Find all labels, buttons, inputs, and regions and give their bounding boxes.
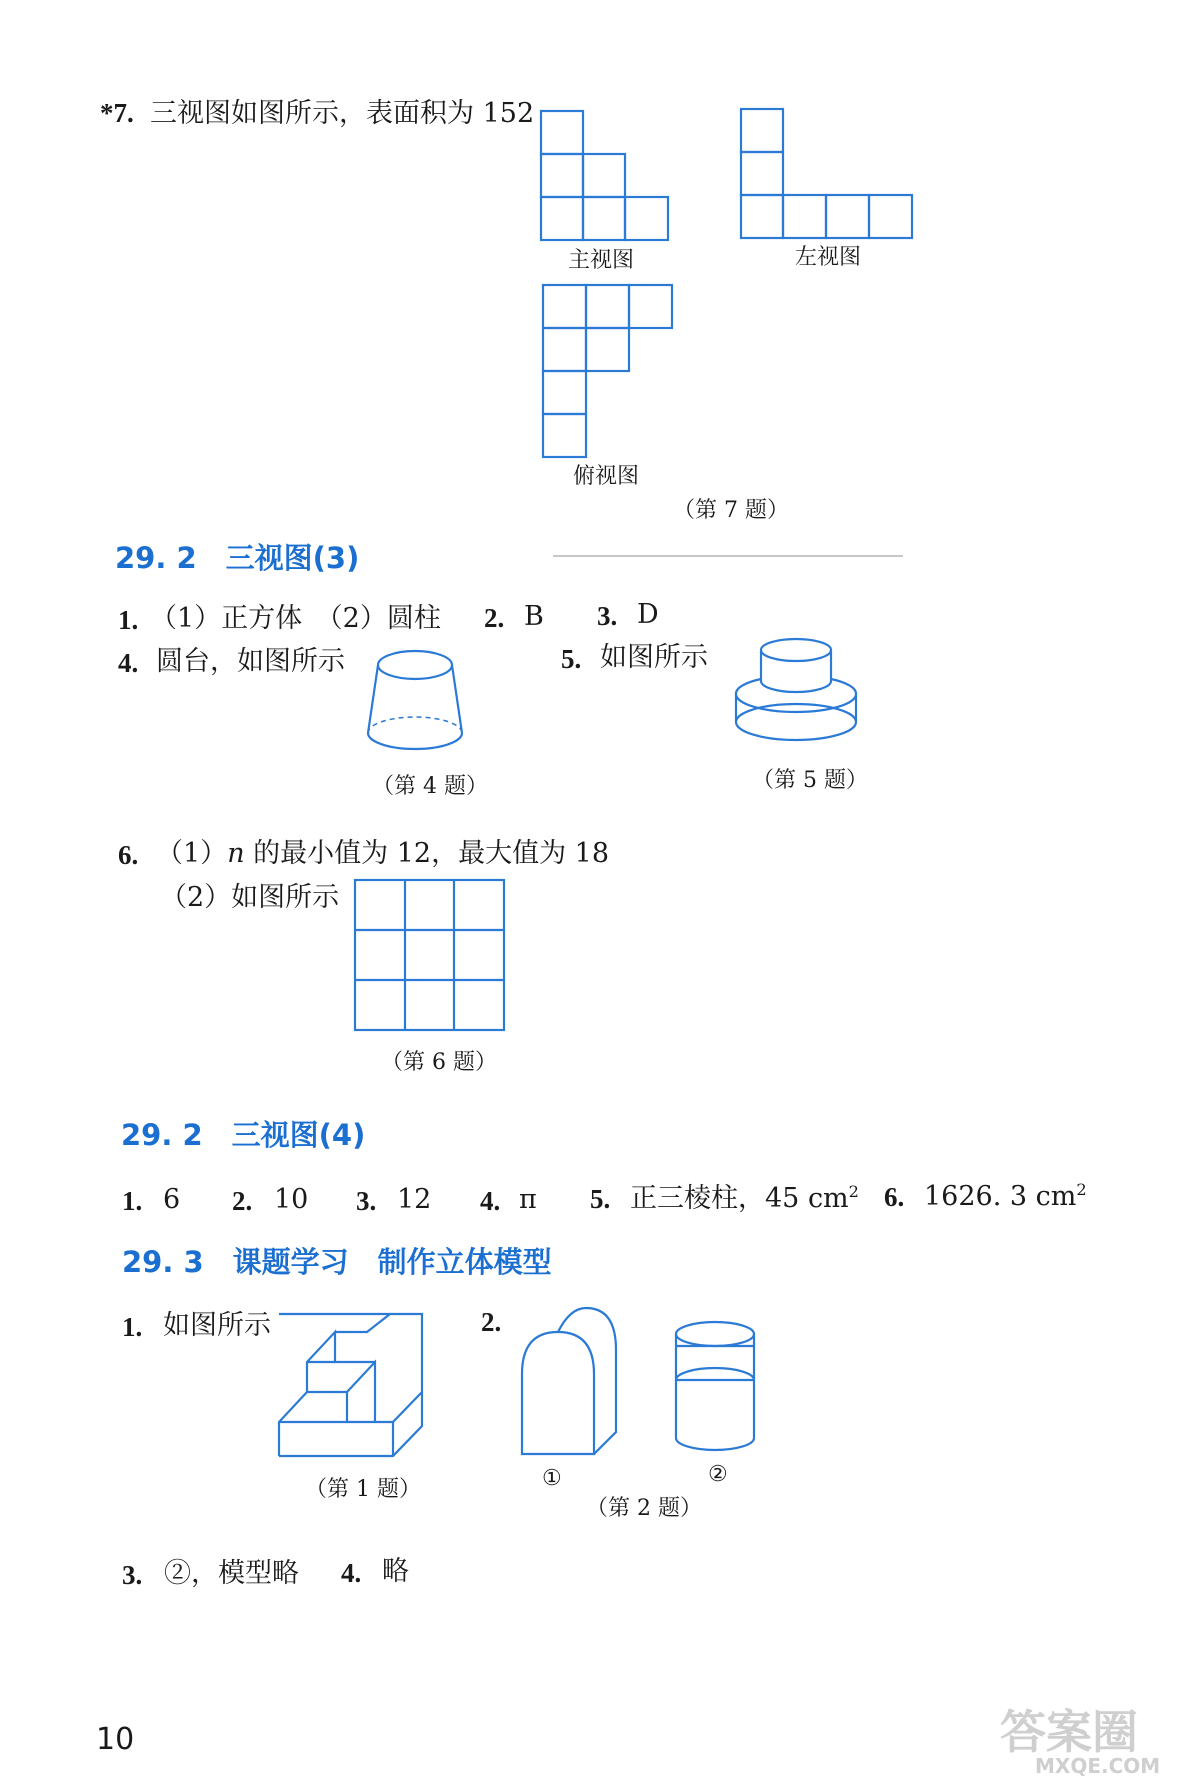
top-view-grid <box>542 284 676 461</box>
s1-q4-caption: （第 4 题） <box>372 774 488 799</box>
watermark-site: MXQE.COM <box>1035 1754 1161 1778</box>
s2-a6-answer <box>924 1182 1087 1210</box>
s3-q2-label-1: ① <box>542 1466 562 1491</box>
s1-q5-answer: 如图所示 <box>600 642 708 673</box>
q7-number: *7. <box>100 98 134 128</box>
left-view-grid <box>740 108 915 242</box>
stacked-cylinders-figure <box>734 638 862 750</box>
s1-q2-answer: B <box>524 601 544 632</box>
s1-q2-number: 2. <box>484 603 505 633</box>
s3-q2-label-2: ② <box>708 1462 728 1487</box>
s1-q6-caption: （第 6 题） <box>381 1050 497 1075</box>
s2-a6-text: 1626. 3 cm <box>924 1181 1077 1212</box>
stepped-block-figure <box>277 1310 425 1460</box>
frustum-figure <box>362 648 472 752</box>
s2-a5-exponent: 2 <box>848 1182 859 1201</box>
s1-q5-number: 5. <box>561 644 582 674</box>
s3-q1-number: 1. <box>122 1312 143 1342</box>
s2-a2-answer: 10 <box>274 1184 309 1215</box>
s1-q4-number: 4. <box>118 648 139 678</box>
section-heading-3: 29. 3 课题学习 制作立体模型 <box>122 1245 552 1279</box>
s3-q1-answer: 如图所示 <box>163 1310 271 1341</box>
s1-q3-number: 3. <box>597 601 618 631</box>
s2-a1-number: 1. <box>122 1186 143 1216</box>
front-view-grid <box>540 110 680 244</box>
watermark-logo: 答案圈 <box>1000 1705 1138 1759</box>
s3-q3-number: 3. <box>122 1560 143 1590</box>
s1-q1-answer: （1）正方体 （2）圆柱 <box>150 603 441 634</box>
s1-q6-number: 6. <box>118 840 139 870</box>
s1-q3-answer: D <box>637 599 659 630</box>
s2-a5-text: 正三棱柱，45 cm <box>630 1183 849 1214</box>
s1-q6-line1 <box>156 840 609 867</box>
section-rule <box>553 555 903 557</box>
s2-a1-answer: 6 <box>163 1184 181 1215</box>
s2-a6-exponent: 2 <box>1076 1180 1087 1199</box>
s2-a2-number: 2. <box>232 1186 253 1216</box>
s2-a5-answer <box>630 1184 859 1212</box>
s1-q6-variable: n <box>227 838 245 869</box>
left-view-caption: 左视图 <box>795 245 862 270</box>
stacked-cylinder-figure <box>673 1320 759 1455</box>
s2-a6-number: 6. <box>884 1182 905 1212</box>
s1-q6-line2: （2）如图所示 <box>160 882 340 913</box>
s1-q4-answer: 圆台，如图所示 <box>156 646 345 677</box>
s3-q2-caption: （第 2 题） <box>586 1496 702 1521</box>
s2-a3-number: 3. <box>356 1186 377 1216</box>
s2-a4-number: 4. <box>480 1186 501 1216</box>
s3-q2-number: 2. <box>481 1307 502 1337</box>
front-view-caption: 主视图 <box>568 248 635 273</box>
s3-q1-caption: （第 1 题） <box>305 1477 421 1502</box>
arch-solid-figure <box>518 1304 620 1459</box>
q7-caption: （第 7 题） <box>673 498 789 523</box>
s3-q4-answer: 略 <box>382 1556 409 1587</box>
section-heading: 29. 2 三视图(3) <box>115 541 360 575</box>
s2-a4-answer: π <box>519 1184 537 1215</box>
page-number: 10 <box>96 1722 135 1757</box>
s3-q4-number: 4. <box>341 1558 362 1588</box>
section-heading-2: 29. 2 三视图(4) <box>121 1118 366 1152</box>
s1-q5-caption: （第 5 题） <box>752 768 868 793</box>
top-view-caption: 俯视图 <box>573 464 640 489</box>
s1-q6-part-label: （1） <box>156 838 228 869</box>
s1-q6-range: 的最小值为 12，最大值为 18 <box>244 838 610 869</box>
three-by-three-grid <box>354 879 506 1033</box>
s1-q1-number: 1. <box>118 605 139 635</box>
s2-a5-number: 5. <box>590 1184 611 1214</box>
s3-q3-answer: ②，模型略 <box>164 1558 299 1589</box>
q7-text: 三视图如图所示，表面积为 152 <box>150 98 535 129</box>
s2-a3-answer: 12 <box>397 1184 432 1215</box>
